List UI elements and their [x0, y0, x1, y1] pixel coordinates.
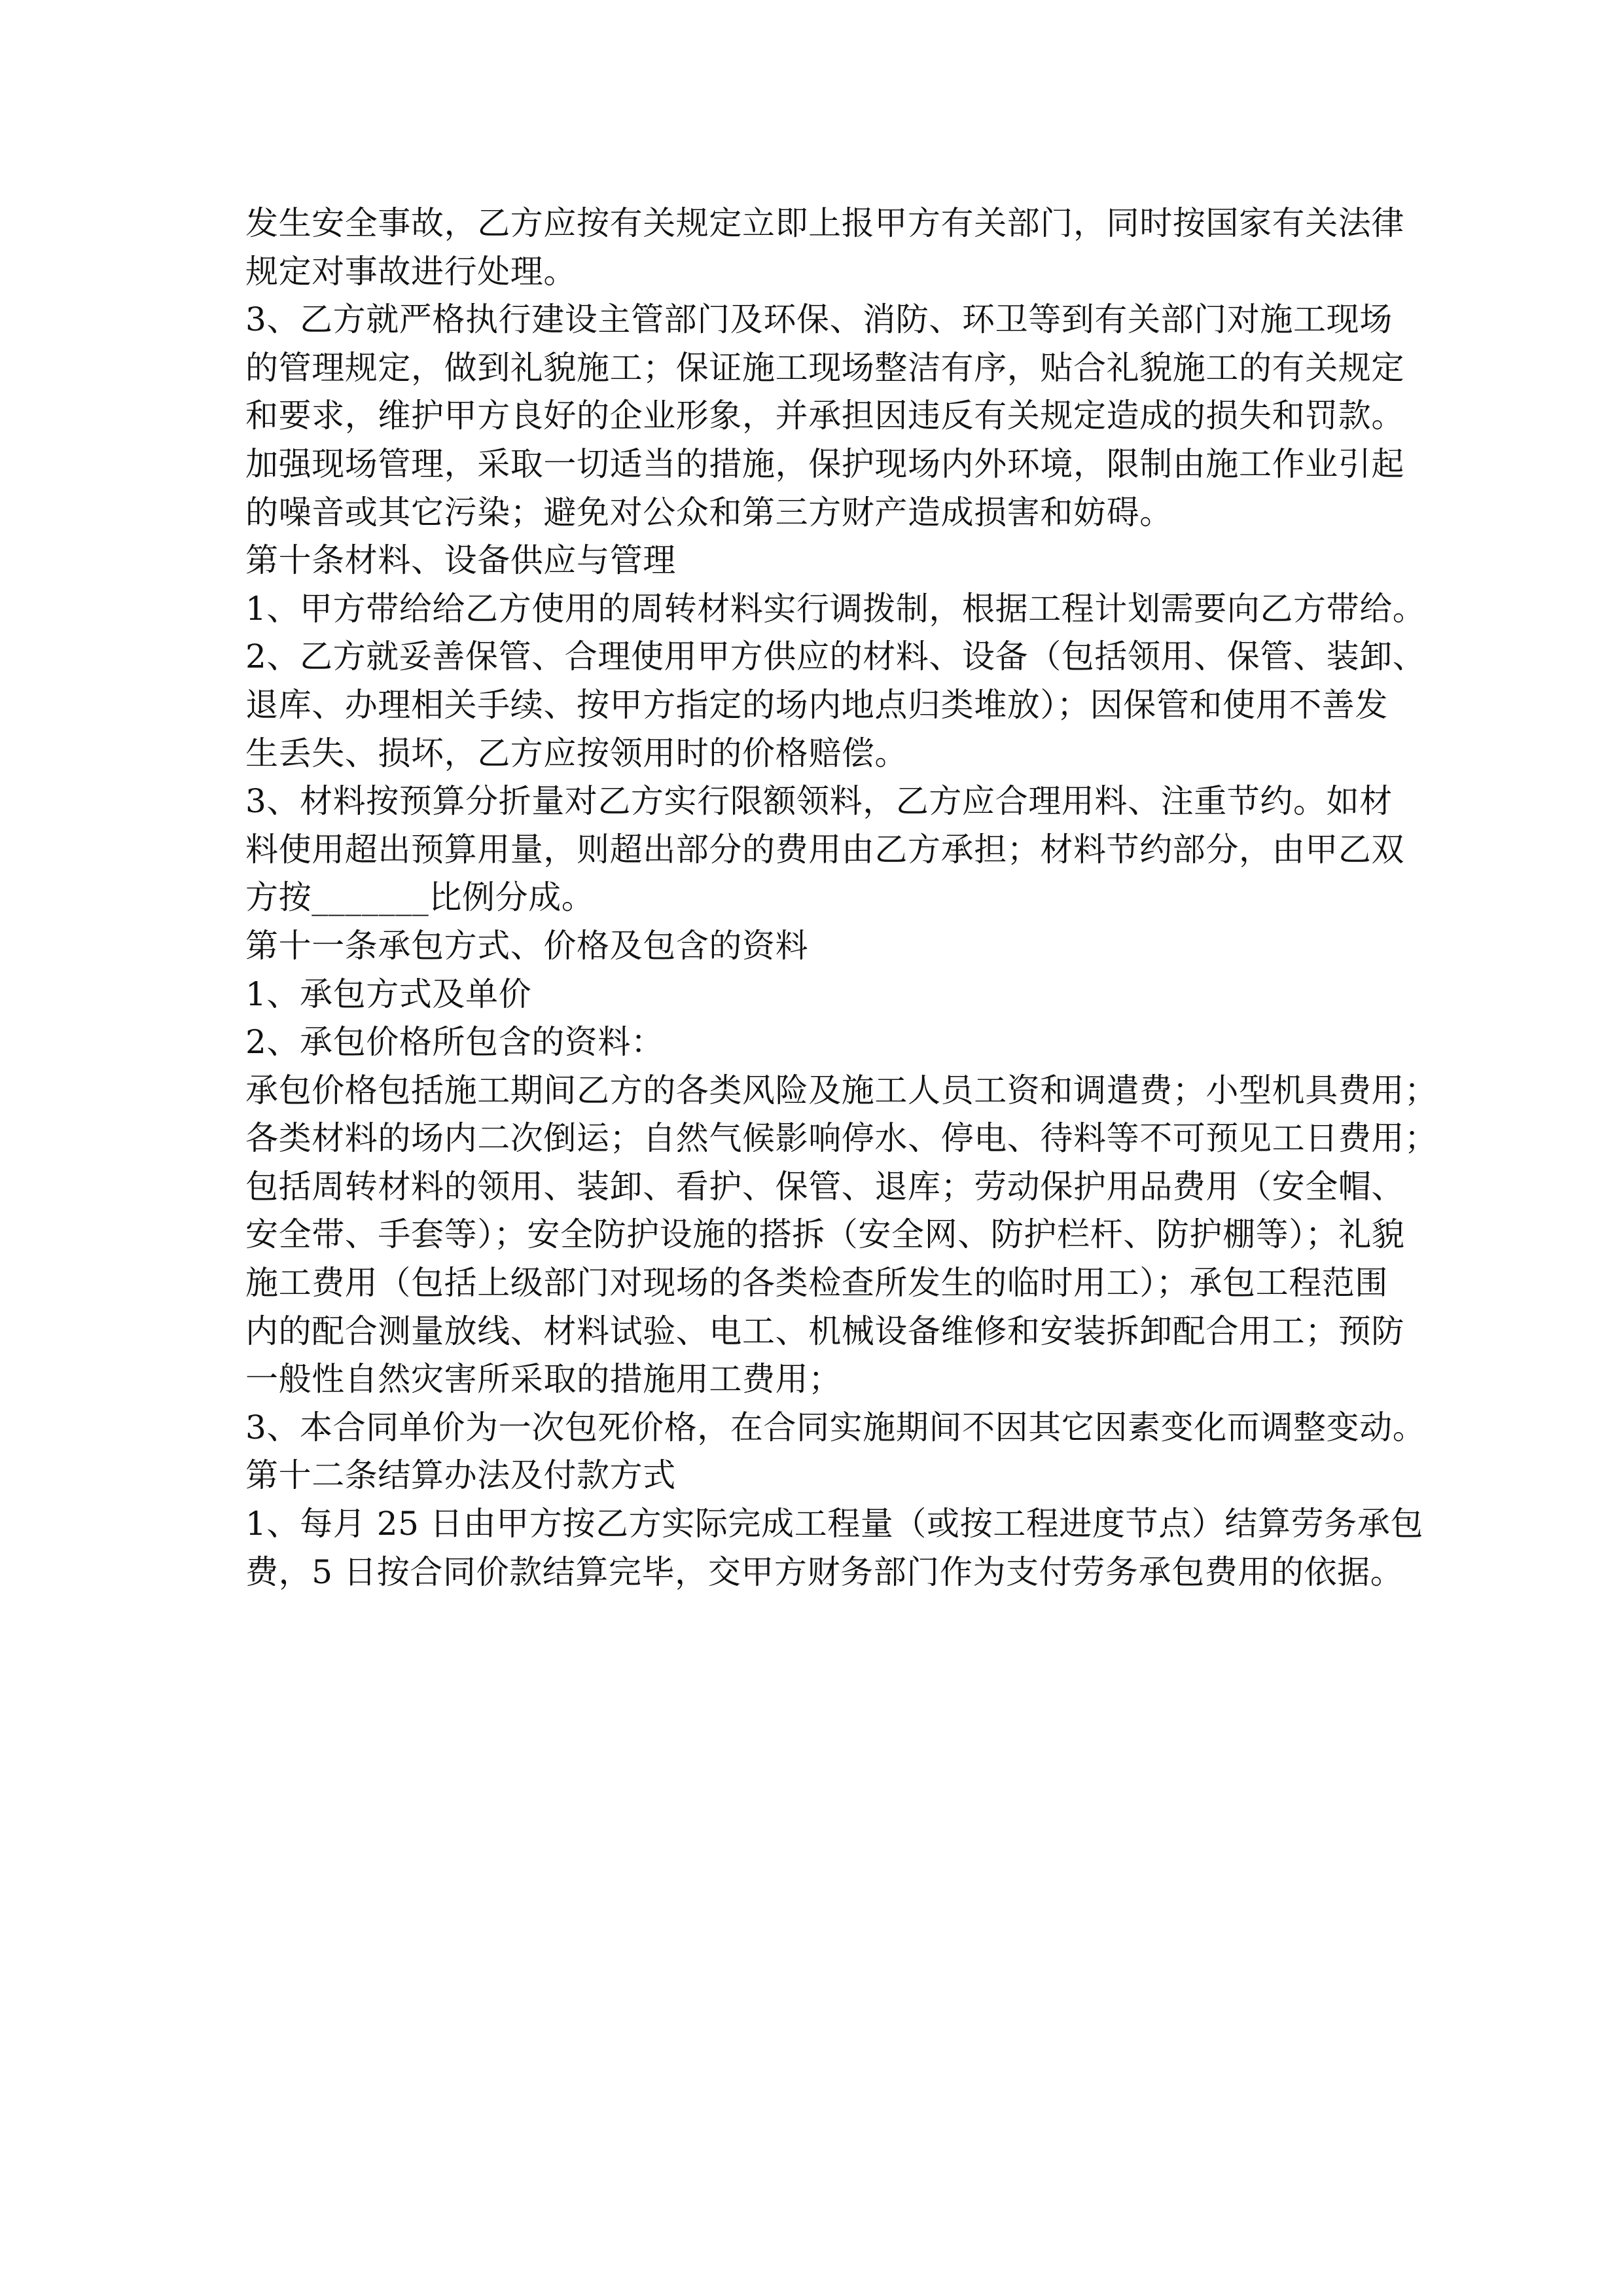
text-line: 3、材料按预算分折量对乙方实行限额领料，乙方应合理用料、注重节约。如材	[245, 782, 1393, 821]
text-line: 费，5 日按合同价款结算完毕，交甲方财务部门作为支付劳务承包费用的依据。	[245, 1552, 1404, 1591]
text-line: 一般性自然灾害所采取的措施用工费用；	[245, 1360, 842, 1399]
text-line: 规定对事故进行处理。	[245, 252, 577, 291]
document-body	[245, 200, 1438, 1596]
text-line: 1、甲方带给给乙方使用的周转材料实行调拨制，根据工程计划需要向乙方带给。	[245, 589, 1426, 628]
text-line: 承包价格包括施工期间乙方的各类风险及施工人员工资和调遣费；小型机具费用；	[245, 1071, 1438, 1109]
text-line: 施工费用（包括上级部门对现场的各类检查所发生的临时用工）；承包工程范围	[245, 1264, 1388, 1302]
text-line: 2、承包价格所包含的资料：	[245, 1023, 664, 1062]
section-heading: 第十二条结算办法及付款方式	[245, 1456, 676, 1495]
text-line: 和要求，维护甲方良好的企业形象，并承担因违反有关规定造成的损失和罚款。	[245, 397, 1404, 435]
text-line: 方按_______比例分成。	[245, 878, 595, 917]
text-line: 生丢失、损坏，乙方应按领用时的价格赔偿。	[245, 734, 908, 772]
text-line: 内的配合测量放线、材料试验、电工、机械设备维修和安装拆卸配合用工；预防	[245, 1312, 1404, 1350]
section-heading: 第十一条承包方式、价格及包含的资料	[245, 926, 809, 965]
text-line: 加强现场管理，采取一切适当的措施，保护现场内外环境，限制由施工作业引起	[245, 444, 1404, 483]
section-heading: 第十条材料、设备供应与管理	[245, 541, 676, 580]
text-line: 3、本合同单价为一次包死价格，在合同实施期间不因其它因素变化而调整变动。	[245, 1408, 1426, 1446]
text-line: 的管理规定，做到礼貌施工；保证施工现场整洁有序，贴合礼貌施工的有关规定	[245, 348, 1404, 387]
text-line: 1、每月 25 日由甲方按乙方实际完成工程量（或按工程进度节点）结算劳务承包	[245, 1505, 1424, 1543]
text-line: 3、乙方就严格执行建设主管部门及环保、消防、环卫等到有关部门对施工现场	[245, 300, 1393, 339]
text-line: 包括周转材料的领用、装卸、看护、保管、退库；劳动保护用品费用（安全帽、	[245, 1167, 1404, 1206]
text-line: 各类材料的场内二次倒运；自然气候影响停水、停电、待料等不可预见工日费用；	[245, 1119, 1438, 1158]
text-line: 的噪音或其它污染；避免对公众和第三方财产造成损害和妨碍。	[245, 493, 1173, 531]
text-line: 2、乙方就妥善保管、合理使用甲方供应的材料、设备（包括领用、保管、装卸、	[245, 637, 1426, 676]
text-line: 料使用超出预算用量，则超出部分的费用由乙方承担；材料节约部分，由甲乙双	[245, 830, 1404, 869]
text-line: 1、承包方式及单价	[245, 975, 532, 1013]
text-line: 退库、办理相关手续、按甲方指定的场内地点归类堆放）；因保管和使用不善发	[245, 685, 1388, 724]
text-line: 发生安全事故，乙方应按有关规定立即上报甲方有关部门，同时按国家有关法律	[245, 204, 1404, 242]
text-line: 安全带、手套等）；安全防护设施的搭拆（安全网、防护栏杆、防护棚等）；礼貌	[245, 1215, 1405, 1254]
